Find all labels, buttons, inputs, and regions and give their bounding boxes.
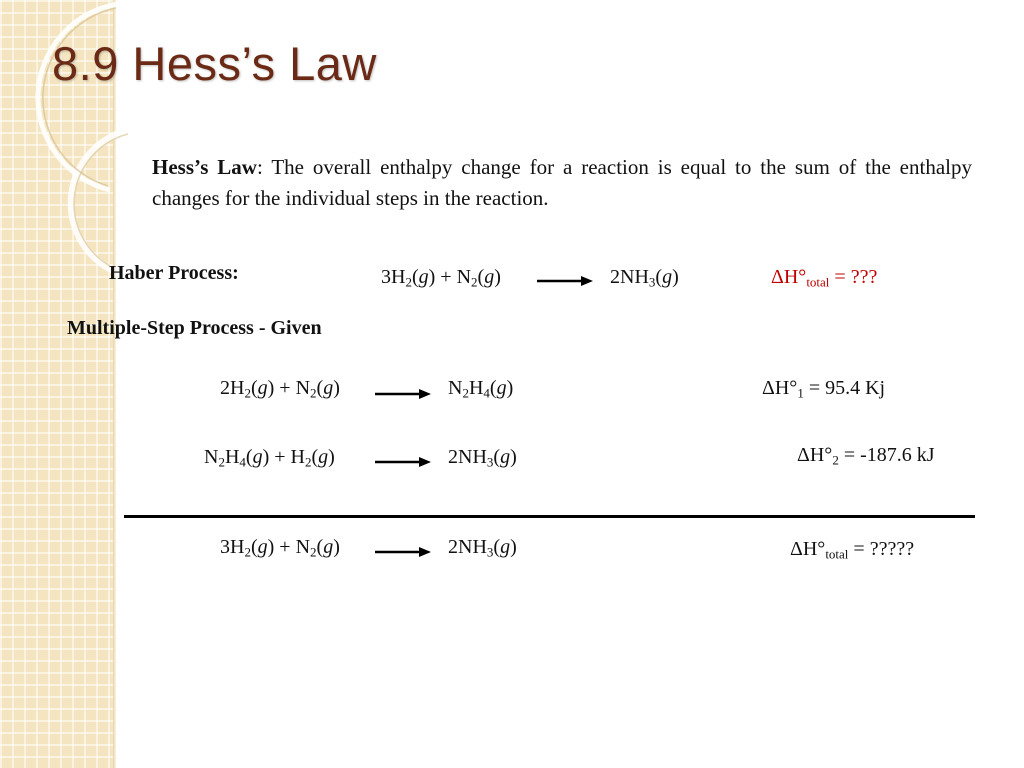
haber-product: $2NH_3(g)$ xyxy=(610,266,679,290)
haber-process-label: Haber Process: xyxy=(109,262,239,284)
sum-divider-line xyxy=(124,515,975,518)
definition-text: The overall enthalpy change for a reaction is equal to the sum of the enthalpy changes for the individual steps in the reaction. xyxy=(152,155,972,210)
step2-reaction-arrow xyxy=(375,455,431,469)
slide-title: 8.9 Hess’s Law xyxy=(52,37,377,90)
step1-reactants: $2H_2(g) + N_2(g)$ xyxy=(220,377,340,401)
step2-delta-h: $\Delta H^\circ_2 = -187.6$ kJ xyxy=(797,444,935,468)
haber-reactants: $3H_2(g) + N_2(g)$ xyxy=(381,266,501,290)
haber-delta-h: $\Delta H^\circ_{total}$ = ??? xyxy=(771,266,878,290)
step1-delta-h: $\Delta H^\circ_1 = 95.4$ Kj xyxy=(762,377,886,401)
sum-delta-h: $\Delta H^\circ_{total}$ = ????? xyxy=(790,538,915,562)
hess-law-definition xyxy=(152,152,972,214)
haber-reaction-arrow xyxy=(537,274,593,288)
multistep-label: Multiple-Step Process - Given xyxy=(67,317,322,339)
sum-reaction-arrow xyxy=(375,545,431,559)
definition-separator: : xyxy=(256,155,272,179)
definition-term: Hess’s Law xyxy=(152,155,257,179)
sum-product: $2NH_3(g)$ xyxy=(448,536,517,560)
sum-reactants: $3H_2(g) + N_2(g)$ xyxy=(220,536,340,560)
step2-product: $2NH_3(g)$ xyxy=(448,446,517,470)
step1-reaction-arrow xyxy=(375,387,431,401)
step1-product: $N_2H_4(g)$ xyxy=(448,377,514,401)
step2-reactants: $N_2H_4(g) + H_2(g)$ xyxy=(204,446,335,470)
